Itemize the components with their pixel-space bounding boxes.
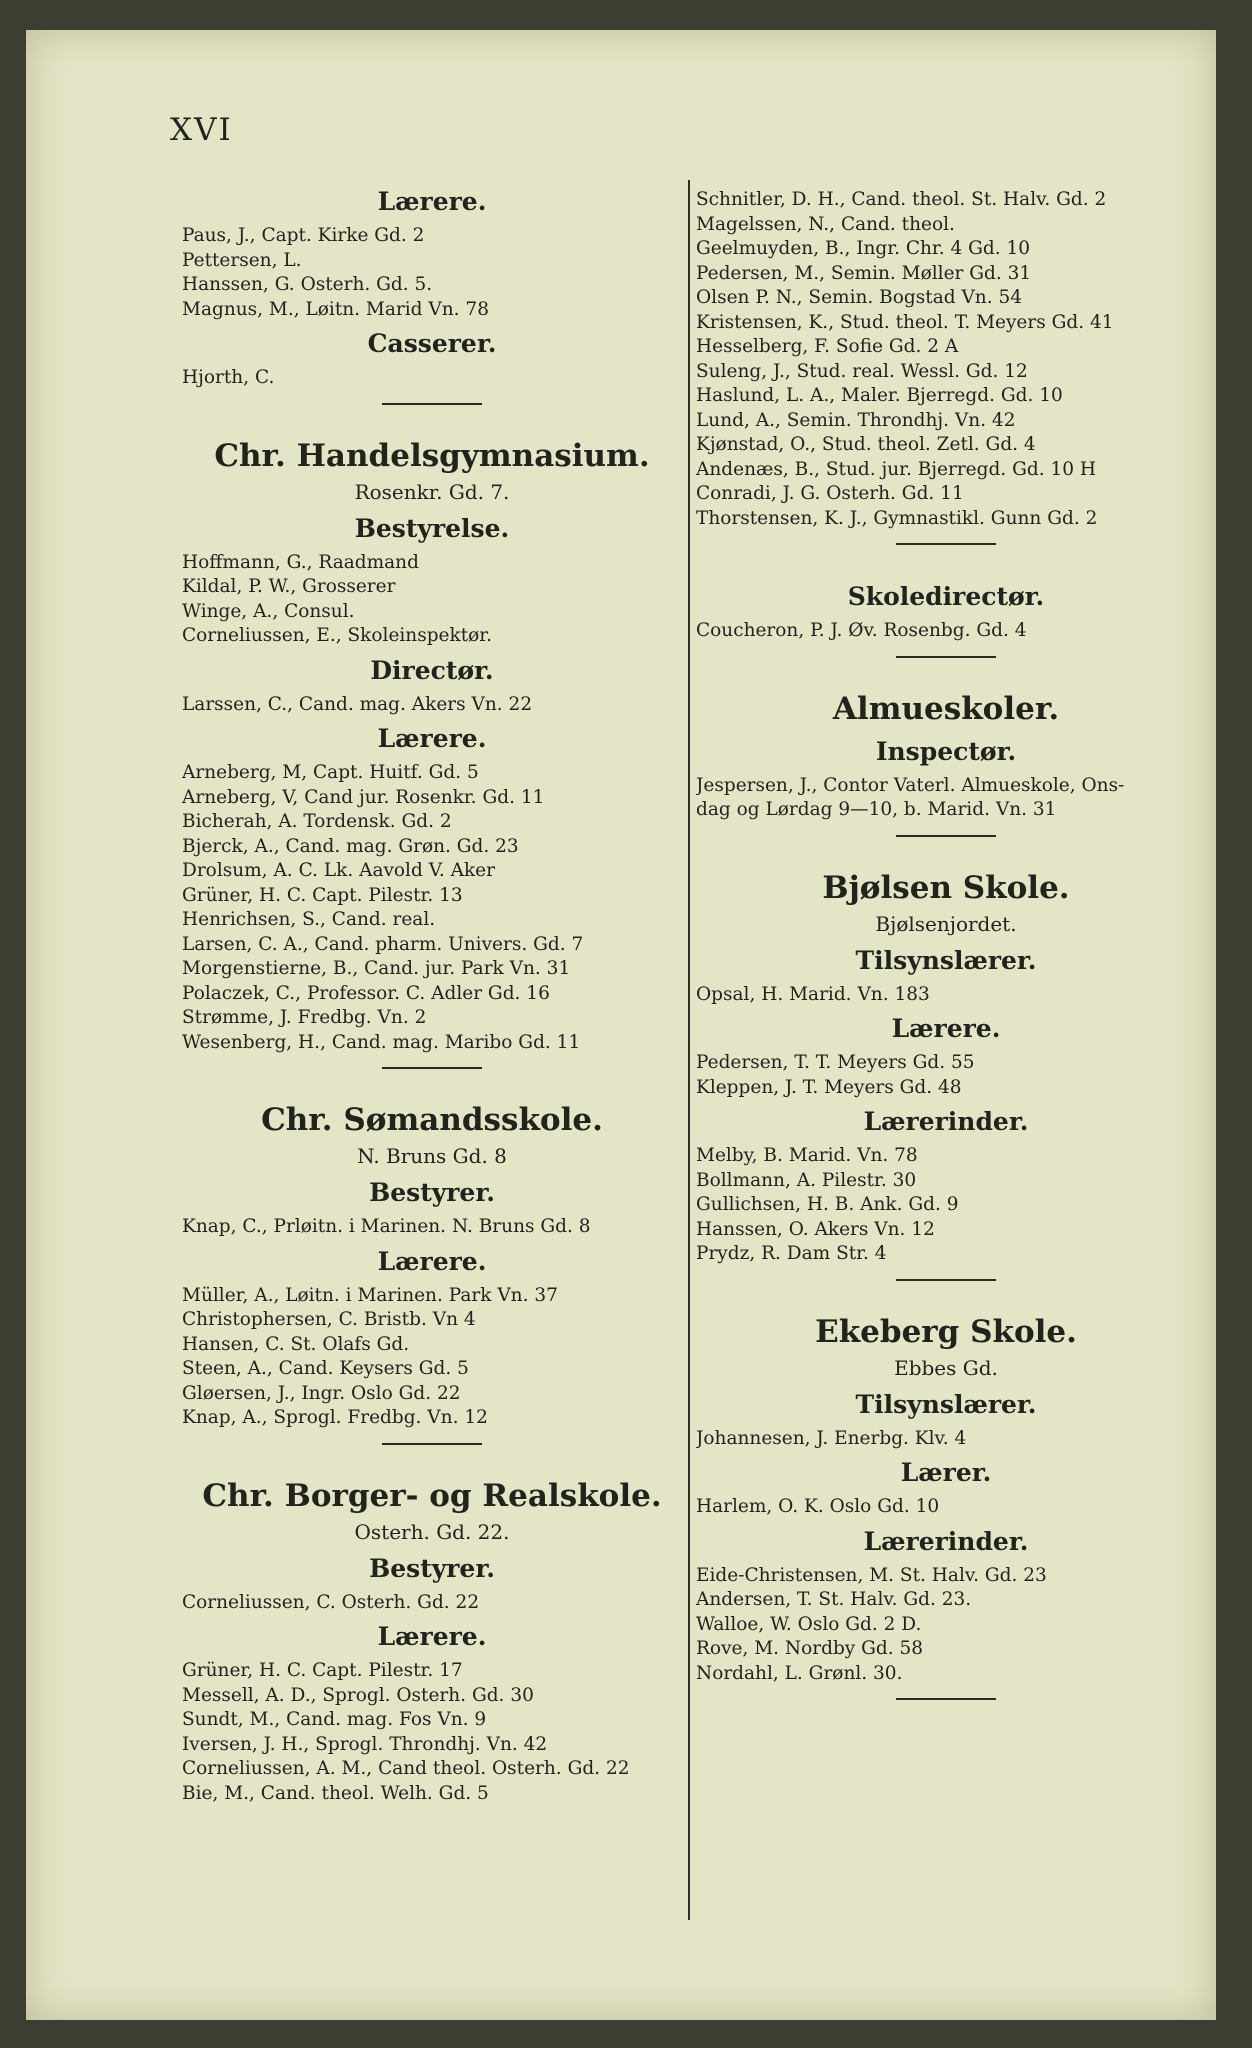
section-divider xyxy=(896,656,996,658)
list-item: Walloe, W. Oslo Gd. 2 D. xyxy=(696,1613,922,1635)
list-item: dag og Lørdag 9—10, b. Marid. Vn. 31 xyxy=(696,799,1057,820)
entry-list xyxy=(696,774,1196,823)
role-heading: Casserer. xyxy=(367,329,497,358)
list-item: Drolsum, A. C. Lk. Aavold V. Aker xyxy=(182,860,495,881)
list-item: Messell, A. D., Sprogl. Osterh. Gd. 30 xyxy=(182,1684,534,1706)
list-item: Steen, A., Cand. Keysers Gd. 5 xyxy=(182,1358,469,1379)
list-item: Knap, C., Prløitn. i Marinen. N. Bruns Gd. 8 xyxy=(182,1216,591,1237)
list-item: Eide-Christensen, M. St. Halv. Gd. 23 xyxy=(696,1564,1047,1586)
list-item: Morgenstierne, B., Cand. jur. Park Vn. 31 xyxy=(182,958,571,979)
list-item: Magelssen, N., Cand. theol. xyxy=(696,213,955,235)
role-heading: Lærerinder. xyxy=(863,1526,1029,1556)
section-divider xyxy=(896,543,996,545)
list-item: Arneberg, M, Capt. Huitf. Gd. 5 xyxy=(182,762,479,783)
entry-list xyxy=(182,224,682,322)
list-item: Geelmuyden, B., Ingr. Chr. 4 Gd. 10 xyxy=(696,238,1031,259)
left-column xyxy=(182,180,682,1806)
list-item: Knap, A., Sprogl. Fredbg. Vn. 12 xyxy=(182,1407,488,1428)
entry-list xyxy=(182,1591,682,1616)
list-item: Bjerck, A., Cand. mag. Grøn. Gd. 23 xyxy=(182,835,519,857)
entry-list xyxy=(696,1144,1196,1267)
list-item: Thorstensen, K. J., Gymnastikl. Gunn Gd. 2 xyxy=(696,507,1098,529)
school-title: Chr. Borger- og Realskole. xyxy=(202,1477,662,1514)
list-item: Henrichsen, S., Cand. real. xyxy=(182,909,436,930)
list-item: Larssen, C., Cand. mag. Akers Vn. 22 xyxy=(182,693,533,715)
school-address: Rosenkr. Gd. 7. xyxy=(354,479,510,504)
entry-list xyxy=(696,1495,1196,1520)
list-item: Wesenberg, H., Cand. mag. Maribo Gd. 11 xyxy=(182,1031,581,1053)
entry-list xyxy=(696,1051,1196,1100)
list-item: Gløersen, J., Ingr. Oslo Gd. 22 xyxy=(182,1382,461,1404)
role-heading: Inspectør. xyxy=(875,736,1017,766)
list-item: Gullichsen, H. B. Ank. Gd. 9 xyxy=(696,1194,959,1215)
list-item: Paus, J., Capt. Kirke Gd. 2 xyxy=(182,225,425,246)
list-item: Hoffmann, G., Raadmand xyxy=(182,551,419,573)
list-item: Grüner, H. C. Capt. Pilestr. 17 xyxy=(182,1660,463,1681)
list-item: Bicherah, A. Tordensk. Gd. 2 xyxy=(182,811,452,832)
section-divider xyxy=(896,1279,996,1281)
list-item: Nordahl, L. Grønl. 30. xyxy=(696,1662,903,1684)
entry-list xyxy=(696,188,1196,531)
list-item: Rove, M. Nordby Gd. 58 xyxy=(696,1638,924,1659)
list-item: Pedersen, T. T. Meyers Gd. 55 xyxy=(696,1052,975,1073)
school-address: N. Bruns Gd. 8 xyxy=(357,1144,507,1168)
section-divider xyxy=(382,1443,482,1445)
school-address: Bjølsenjordet. xyxy=(875,911,1017,936)
list-item: Andenæs, B., Stud. jur. Bjerregd. Gd. 10 H xyxy=(696,458,1097,480)
role-heading: Directør. xyxy=(370,655,494,685)
list-item: Kjønstad, O., Stud. theol. Zetl. Gd. 4 xyxy=(696,434,1036,455)
list-item: Winge, A., Consul. xyxy=(182,600,355,622)
entry-list xyxy=(182,693,682,718)
section-divider xyxy=(382,1067,482,1069)
section-divider xyxy=(896,835,996,837)
list-item: Kristensen, K., Stud. theol. T. Meyers Gd. 41 xyxy=(696,311,1114,333)
list-item: Corneliussen, E., Skoleinspektør. xyxy=(182,625,492,646)
entry-list xyxy=(182,761,682,1055)
role-heading: Lærere. xyxy=(377,724,487,753)
school-address: Osterh. Gd. 22. xyxy=(354,1519,510,1544)
list-item: Kleppen, J. T. Meyers Gd. 48 xyxy=(696,1076,962,1098)
school-title: Chr. Sømandsskole. xyxy=(261,1102,603,1138)
list-item: Johannesen, J. Enerbg. Klv. 4 xyxy=(696,1427,967,1449)
role-heading: Lærer. xyxy=(900,1458,992,1487)
list-item: Lund, A., Semin. Throndhj. Vn. 42 xyxy=(696,409,1016,431)
document-page xyxy=(26,30,1216,2020)
list-item: Melby, B. Marid. Vn. 78 xyxy=(696,1145,918,1166)
list-item: Olsen P. N., Semin. Bogstad Vn. 54 xyxy=(696,287,1023,308)
school-address: Ebbes Gd. xyxy=(894,1355,998,1380)
list-item: Strømme, J. Fredbg. Vn. 2 xyxy=(182,1007,427,1028)
list-item: Polaczek, C., Professor. C. Adler Gd. 16 xyxy=(182,982,550,1004)
list-item: Conradi, J. G. Osterh. Gd. 11 xyxy=(696,483,964,504)
list-item: Harlem, O. K. Oslo Gd. 10 xyxy=(696,1496,940,1517)
list-item: Pettersen, L. xyxy=(182,249,302,271)
role-heading: Skoledirectør. xyxy=(847,582,1045,611)
list-item: Hansen, C. St. Olafs Gd. xyxy=(182,1333,410,1355)
school-title: Ekeberg Skole. xyxy=(815,1313,1077,1350)
entry-list xyxy=(696,983,1196,1008)
role-heading: Tilsynslærer. xyxy=(855,945,1037,975)
list-item: Jespersen, J., Contor Vaterl. Almueskole, Ons- xyxy=(696,774,1125,796)
entry-list xyxy=(696,1564,1196,1687)
list-item: Pedersen, M., Semin. Møller Gd. 31 xyxy=(696,262,1032,284)
list-item: Hjorth, C. xyxy=(182,367,275,388)
list-item: Hesselberg, F. Sofie Gd. 2 A xyxy=(696,336,959,357)
school-title: Almueskoler. xyxy=(832,690,1060,727)
entry-list xyxy=(182,1659,682,1806)
list-item: Magnus, M., Løitn. Marid Vn. 78 xyxy=(182,298,489,320)
column-divider xyxy=(688,180,690,1920)
list-item: Schnitler, D. H., Cand. theol. St. Halv. Gd. 2 xyxy=(696,189,1107,210)
list-item: Bollmann, A. Pilestr. 30 xyxy=(696,1169,917,1191)
entry-list xyxy=(182,1284,682,1431)
role-heading: Bestyrer. xyxy=(369,1553,495,1583)
role-heading: Bestyrelse. xyxy=(354,513,510,543)
list-item: Christophersen, C. Bristb. Vn 4 xyxy=(182,1309,476,1330)
role-heading: Bestyrer. xyxy=(369,1178,495,1207)
list-item: Haslund, L. A., Maler. Bjerregd. Gd. 10 xyxy=(696,385,1063,406)
role-heading: Lærerinder. xyxy=(863,1107,1029,1136)
list-item: Coucheron, P. J. Øv. Rosenbg. Gd. 4 xyxy=(696,620,1027,641)
entry-list xyxy=(182,551,682,649)
role-heading: Lærere. xyxy=(377,1246,487,1276)
role-heading: Lærere. xyxy=(377,1622,487,1651)
list-item: Opsal, H. Marid. Vn. 183 xyxy=(696,983,930,1005)
list-item: Prydz, R. Dam Str. 4 xyxy=(696,1243,887,1264)
school-title: Chr. Handelsgymnasium. xyxy=(214,437,650,474)
list-item: Iversen, J. H., Sprogl. Throndhj. Vn. 42 xyxy=(182,1733,548,1755)
list-item: Larsen, C. A., Cand. pharm. Univers. Gd. 7 xyxy=(182,933,584,955)
list-item: Kildal, P. W., Grosserer xyxy=(182,576,396,597)
list-item: Bie, M., Cand. theol. Welh. Gd. 5 xyxy=(182,1782,489,1804)
role-heading: Lærere. xyxy=(891,1014,1001,1043)
page-number: XVI xyxy=(170,112,233,148)
list-item: Andersen, T. St. Halv. Gd. 23. xyxy=(696,1589,972,1610)
list-item: Müller, A., Løitn. i Marinen. Park Vn. 37 xyxy=(182,1284,558,1306)
role-heading: Lærere. xyxy=(377,187,487,216)
section-divider xyxy=(896,1698,996,1700)
entry-list xyxy=(696,1427,1196,1452)
right-column xyxy=(696,188,1196,1730)
entry-list xyxy=(182,366,682,391)
list-item: Sundt, M., Cand. mag. Fos Vn. 9 xyxy=(182,1709,487,1730)
list-item: Hanssen, G. Osterh. Gd. 5. xyxy=(182,274,433,295)
school-title: Bjølsen Skole. xyxy=(822,869,1070,906)
role-heading: Tilsynslærer. xyxy=(855,1389,1037,1419)
list-item: Hanssen, O. Akers Vn. 12 xyxy=(696,1218,935,1240)
entry-list xyxy=(182,1215,682,1240)
entry-list xyxy=(696,619,1196,644)
list-item: Corneliussen, C. Osterh. Gd. 22 xyxy=(182,1591,480,1613)
list-item: Suleng, J., Stud. real. Wessl. Gd. 12 xyxy=(696,360,1028,382)
list-item: Corneliussen, A. M., Cand theol. Osterh. Gd. 22 xyxy=(182,1758,630,1779)
list-item: Grüner, H. C. Capt. Pilestr. 13 xyxy=(182,884,463,906)
section-divider xyxy=(382,403,482,405)
list-item: Arneberg, V, Cand jur. Rosenkr. Gd. 11 xyxy=(182,786,545,808)
